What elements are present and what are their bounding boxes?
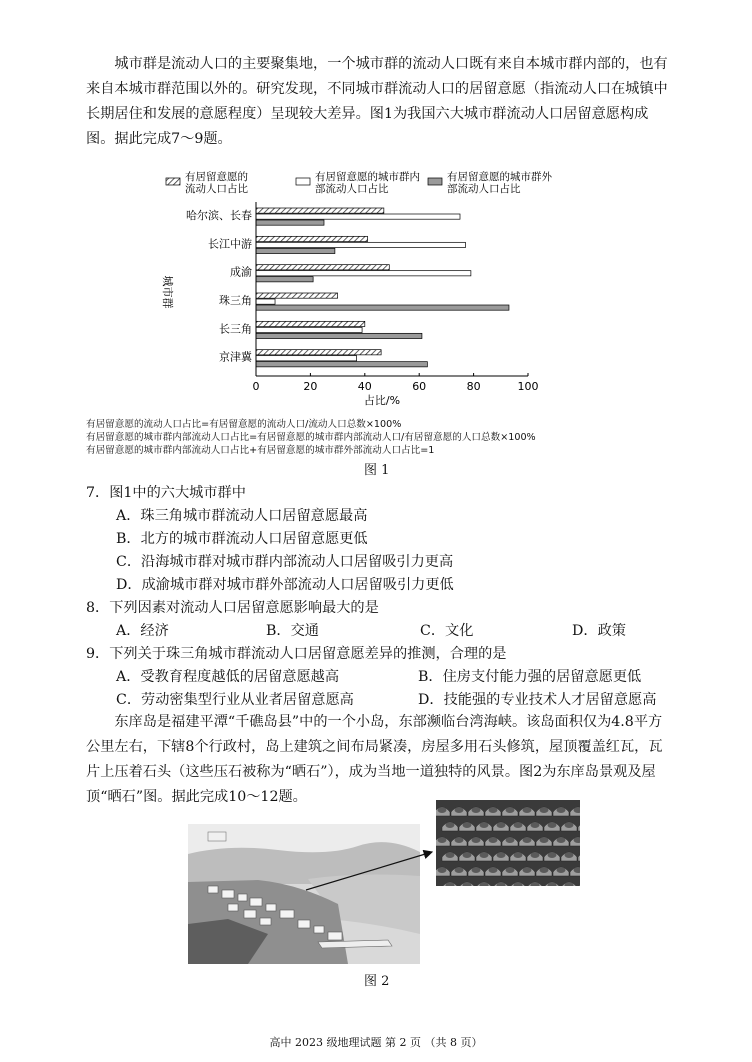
bar-4-series-1: [256, 293, 338, 298]
y-axis-title: 城市群: [161, 275, 174, 309]
roof-stone: [557, 807, 566, 813]
legend-label-3-line-2: 部流动人口占比: [447, 183, 521, 195]
bar-5-series-3: [256, 333, 422, 338]
legend-label-2-line-2: 部流动人口占比: [315, 183, 389, 195]
roof-stone: [514, 822, 523, 828]
question-7-option-a: A．珠三角城市群流动人口居留意愿最高: [116, 508, 368, 524]
chart-legend: [166, 170, 552, 195]
legend-label-2-line-1: 有居留意愿的城市群内: [315, 171, 420, 183]
roof-stone: [540, 807, 549, 813]
roof-stone: [455, 867, 464, 873]
x-tick-label-3: 40: [357, 380, 372, 393]
roof-stone: [472, 837, 481, 843]
roof-stone: [489, 867, 498, 873]
roof-stone: [506, 867, 515, 873]
question-8-option-a: A．经济: [116, 623, 169, 639]
question-8-stem: 8．下列因素对流动人口居留意愿影响最大的是: [86, 600, 379, 616]
question-9-option-a: A．受教育程度越低的居留意愿越高: [116, 669, 340, 685]
category-label-5: 长三角: [219, 322, 252, 336]
roof-stone: [472, 807, 481, 813]
roof-stone: [480, 822, 489, 828]
question-7-option-c: C．沿海城市群对城市群内部流动人口居留吸引力更高: [116, 554, 454, 570]
category-label-2: 长江中游: [208, 237, 252, 251]
legend-label-1-line-2: 流动人口占比: [185, 183, 248, 195]
roof-stone: [497, 822, 506, 828]
bar-5-series-1: [256, 321, 365, 326]
x-tick-label-5: 80: [466, 380, 481, 393]
roof-stone: [557, 867, 566, 873]
y-axis-title-group: [161, 276, 174, 309]
roof-stone: [540, 837, 549, 843]
roof-stone: [455, 837, 464, 843]
question-9-option-d: D．技能强的专业技术人才居留意愿高: [418, 692, 657, 708]
roof-stone: [472, 867, 481, 873]
page-footer: 高中 2023 级地理试题 第 2 页 （共 8 页）: [269, 1036, 483, 1049]
roof-stone: [506, 807, 515, 813]
category-label-3: 成渝: [230, 265, 252, 279]
roof-stone: [497, 852, 506, 858]
bar-6-series-1: [256, 350, 381, 355]
roof-stone: [446, 822, 455, 828]
roof-stone: [489, 807, 498, 813]
roof-stone: [557, 837, 566, 843]
roof-stone: [463, 822, 472, 828]
intro-paragraph: 城市群是流动人口的主要聚集地，一个城市群的流动人口既有来自本城市群内部的，也有来自本城市群范围以外的。研究发现，不同城市群流动人口的居留意愿（指流动人口在城镇中长期居住和发展的意愿程度）呈现较大差异。图1为我国六大城市群流动人口居留意愿构成图。据此完成7～9题。: [86, 56, 668, 147]
roof-stone: [455, 807, 464, 813]
bar-2-series-1: [256, 236, 368, 241]
legend-swatch-3: [428, 178, 442, 185]
bar-1-series-1: [256, 208, 384, 213]
roof-stone: [523, 867, 532, 873]
figure1-chart: [150, 168, 570, 408]
question-9-stem: 9．下列关于珠三角城市群流动人口居留意愿差异的推测，合理的是: [86, 646, 507, 662]
bar-3-series-1: [256, 265, 389, 270]
roof-stone: [463, 852, 472, 858]
bar-1-series-2: [256, 214, 460, 219]
roof-stone: [531, 852, 540, 858]
roof-stone: [480, 852, 489, 858]
question-8-option-d: D．政策: [572, 623, 626, 639]
legend-swatch-1: [166, 178, 180, 185]
category-label-6: 京津冀: [219, 350, 252, 364]
legend-label-1-line-1: 有居留意愿的: [185, 171, 248, 183]
x-tick-label-1: 0: [252, 380, 260, 393]
figure1-caption: 图 1: [364, 463, 390, 478]
arrow-connector: [300, 846, 440, 896]
chart-note-2: 有居留意愿的城市群内部流动人口占比=有居留意愿的城市群内部流动人口/有居留意愿的人口总数×100%: [86, 432, 536, 443]
x-axis-title: 占比/%: [363, 394, 401, 407]
legend-label-3-line-1: 有居留意愿的城市群外: [447, 171, 552, 183]
bar-6-series-3: [256, 362, 427, 367]
island-paragraph: 东庠岛是福建平潭“千礁岛县”中的一个小岛，东部濒临台湾海峡。该岛面积仅为4.8平方公里左右，下辖8个行政村，岛上建筑之间布局紧凑，房屋多用石头修筑，屋顶覆盖红瓦，瓦片上压着石头（这些压石被称为“晒石”），成为当地一道独特的风景。图2为东庠岛景观及屋顶“晒石”图。据此完成10～12题。: [86, 714, 663, 805]
question-8-option-b: B．交通: [266, 623, 319, 639]
question-9-option-b: B．住房支付能力强的居留意愿更低: [418, 669, 642, 685]
figure2-caption: 图 2: [364, 974, 390, 989]
roof-stone: [523, 837, 532, 843]
bar-2-series-3: [256, 248, 335, 253]
x-tick-label-2: 20: [303, 380, 318, 393]
roof-stone: [523, 807, 532, 813]
bar-3-series-3: [256, 277, 313, 282]
category-label-4: 珠三角: [219, 294, 252, 307]
question-7-stem: 7．图1中的六大城市群中: [86, 485, 246, 501]
bar-2-series-2: [256, 242, 465, 247]
bar-3-series-2: [256, 271, 471, 276]
roof-stone: [540, 867, 549, 873]
bar-4-series-2: [256, 299, 275, 304]
roof-stone: [446, 852, 455, 858]
chart-note-3: 有居留意愿的城市群内部流动人口占比+有居留意愿的城市群外部流动人口占比=1: [86, 445, 435, 456]
roof-stones-photo: [436, 800, 580, 886]
question-9-option-c: C．劳动密集型行业从业者居留意愿高: [116, 692, 354, 708]
roof-stone: [506, 837, 515, 843]
axes-group: [253, 202, 539, 407]
bar-1-series-3: [256, 220, 324, 225]
roof-stone: [548, 822, 557, 828]
roof-stone: [531, 822, 540, 828]
roof-stone: [514, 852, 523, 858]
bar-4-series-3: [256, 305, 509, 310]
x-tick-label-6: 100: [517, 380, 539, 393]
roof-stone: [565, 822, 574, 828]
roof-stone: [489, 837, 498, 843]
roof-stone: [548, 852, 557, 858]
legend-swatch-2: [296, 178, 310, 185]
question-8-option-c: C．文化: [420, 623, 474, 639]
bar-6-series-2: [256, 356, 357, 361]
bar-5-series-2: [256, 327, 362, 332]
roof-stone: [438, 837, 447, 843]
bars-group: [186, 208, 509, 367]
chart-note-1: 有居留意愿的流动人口占比=有居留意愿的流动人口/流动人口总数×100%: [86, 419, 402, 430]
roof-stone: [565, 852, 574, 858]
question-7-option-b: B．北方的城市群流动人口居留意愿更低: [116, 531, 368, 547]
question-7-option-d: D．成渝城市群对城市群外部流动人口居留吸引力更低: [116, 577, 454, 593]
category-label-1: 哈尔滨、长春: [186, 209, 252, 222]
roof-stone: [438, 807, 447, 813]
x-tick-label-4: 60: [412, 380, 427, 393]
